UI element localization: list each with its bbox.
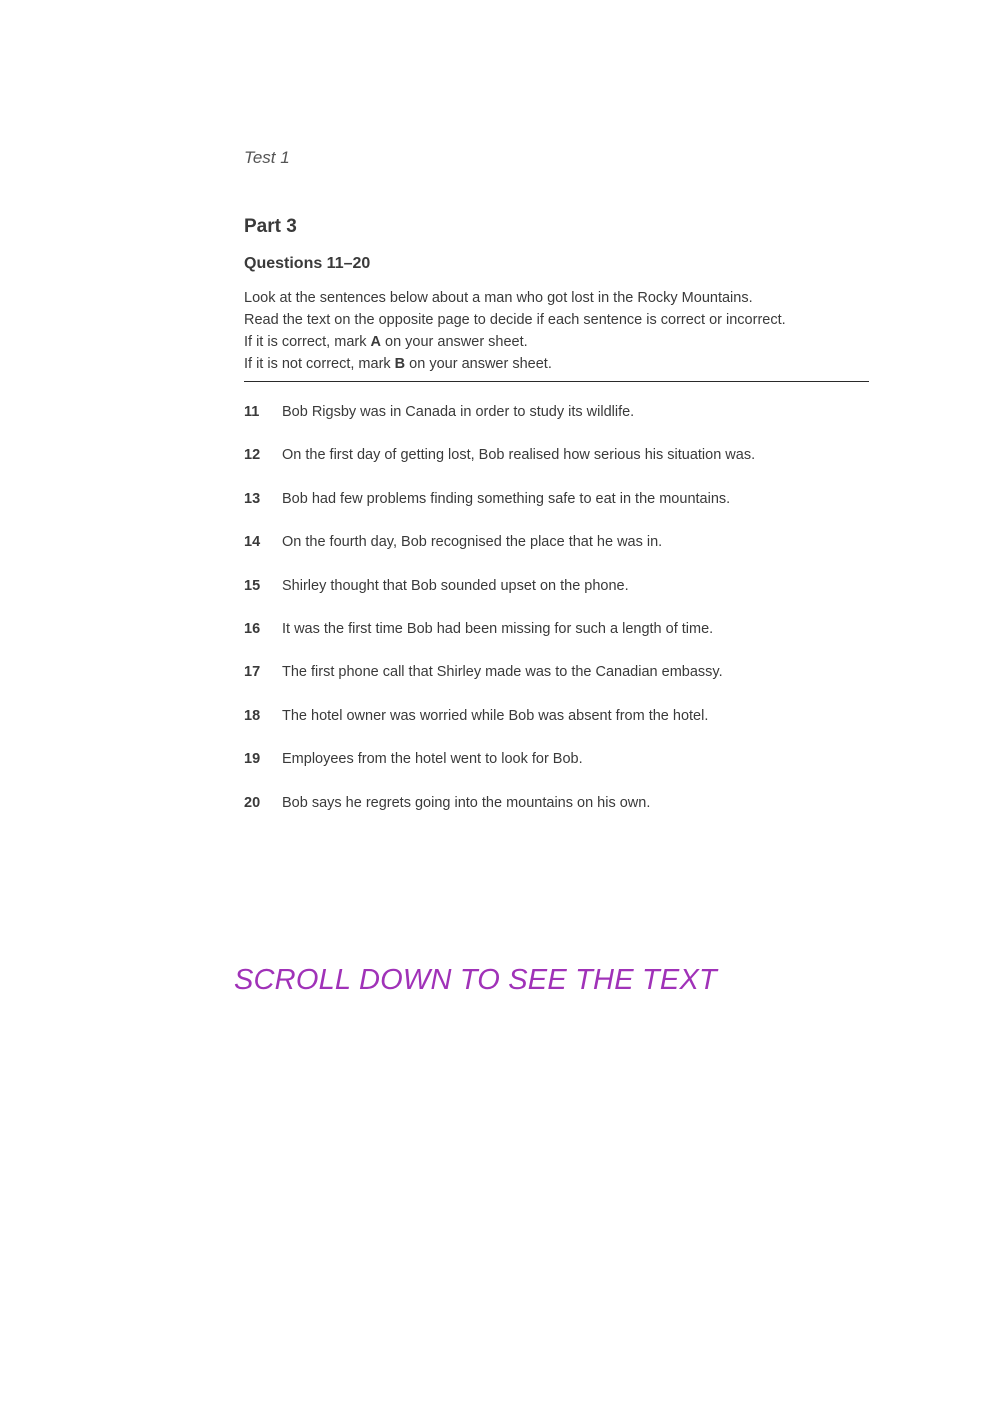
question-item — [244, 531, 864, 574]
question-number: 17 — [244, 664, 261, 681]
scroll-prompt: SCROLL DOWN TO SEE THE TEXT — [234, 964, 717, 996]
question-number: 16 — [244, 620, 261, 637]
question-number: 20 — [244, 794, 261, 811]
question-list — [244, 401, 864, 835]
question-item — [244, 444, 864, 487]
question-text: Bob had few problems finding something safe to eat in the mountains. — [282, 490, 731, 507]
question-number: 14 — [244, 534, 261, 551]
question-text: The first phone call that Shirley made was to the Canadian embassy. — [282, 664, 723, 681]
question-item — [244, 575, 864, 618]
question-item — [244, 705, 864, 748]
instruction-line-3-pre: If it is correct, mark — [244, 334, 371, 350]
question-item — [244, 748, 864, 791]
question-text: Employees from the hotel went to look for Bob. — [282, 751, 583, 768]
question-text: The hotel owner was worried while Bob was absent from the hotel. — [282, 707, 709, 724]
instruction-line-3 — [244, 331, 874, 353]
instruction-line-4-post: on your answer sheet. — [405, 356, 552, 372]
question-text: Bob Rigsby was in Canada in order to study its wildlife. — [282, 404, 635, 420]
instruction-line-3-post: on your answer sheet. — [380, 334, 528, 350]
question-item — [244, 401, 864, 444]
instructions — [244, 287, 874, 375]
instruction-line-2: Read the text on the opposite page to decide if each sentence is correct or incorrect. — [244, 312, 786, 328]
question-number: 13 — [244, 490, 261, 507]
question-text: Shirley thought that Bob sounded upset on the phone. — [282, 577, 629, 594]
instruction-line-4 — [244, 353, 874, 375]
instruction-mark-b: B — [394, 356, 406, 372]
instruction-line-1: Look at the sentences below about a man who got lost in the Rocky Mountains. — [244, 290, 753, 306]
question-text: Bob says he regrets going into the mountains on his own. — [282, 794, 651, 811]
question-number: 19 — [244, 751, 261, 768]
test-label: Test 1 — [244, 148, 290, 167]
question-number: 12 — [244, 447, 261, 464]
divider-rule — [244, 381, 869, 382]
questions-title: Questions 11–20 — [244, 255, 371, 272]
question-text: On the fourth day, Bob recognised the place that he was in. — [282, 534, 663, 551]
question-number: 18 — [244, 707, 261, 724]
question-item — [244, 792, 864, 835]
question-item — [244, 661, 864, 704]
question-number: 11 — [244, 404, 260, 420]
instruction-mark-a: A — [370, 334, 381, 350]
instruction-line-4-pre: If it is not correct, mark — [244, 356, 395, 372]
question-item — [244, 618, 864, 661]
question-text: On the first day of getting lost, Bob realised how serious his situation was. — [282, 447, 756, 464]
part-title: Part 3 — [244, 216, 297, 237]
question-item — [244, 488, 864, 531]
question-number: 15 — [244, 577, 261, 594]
question-text: It was the first time Bob had been missing for such a length of time. — [282, 620, 714, 637]
